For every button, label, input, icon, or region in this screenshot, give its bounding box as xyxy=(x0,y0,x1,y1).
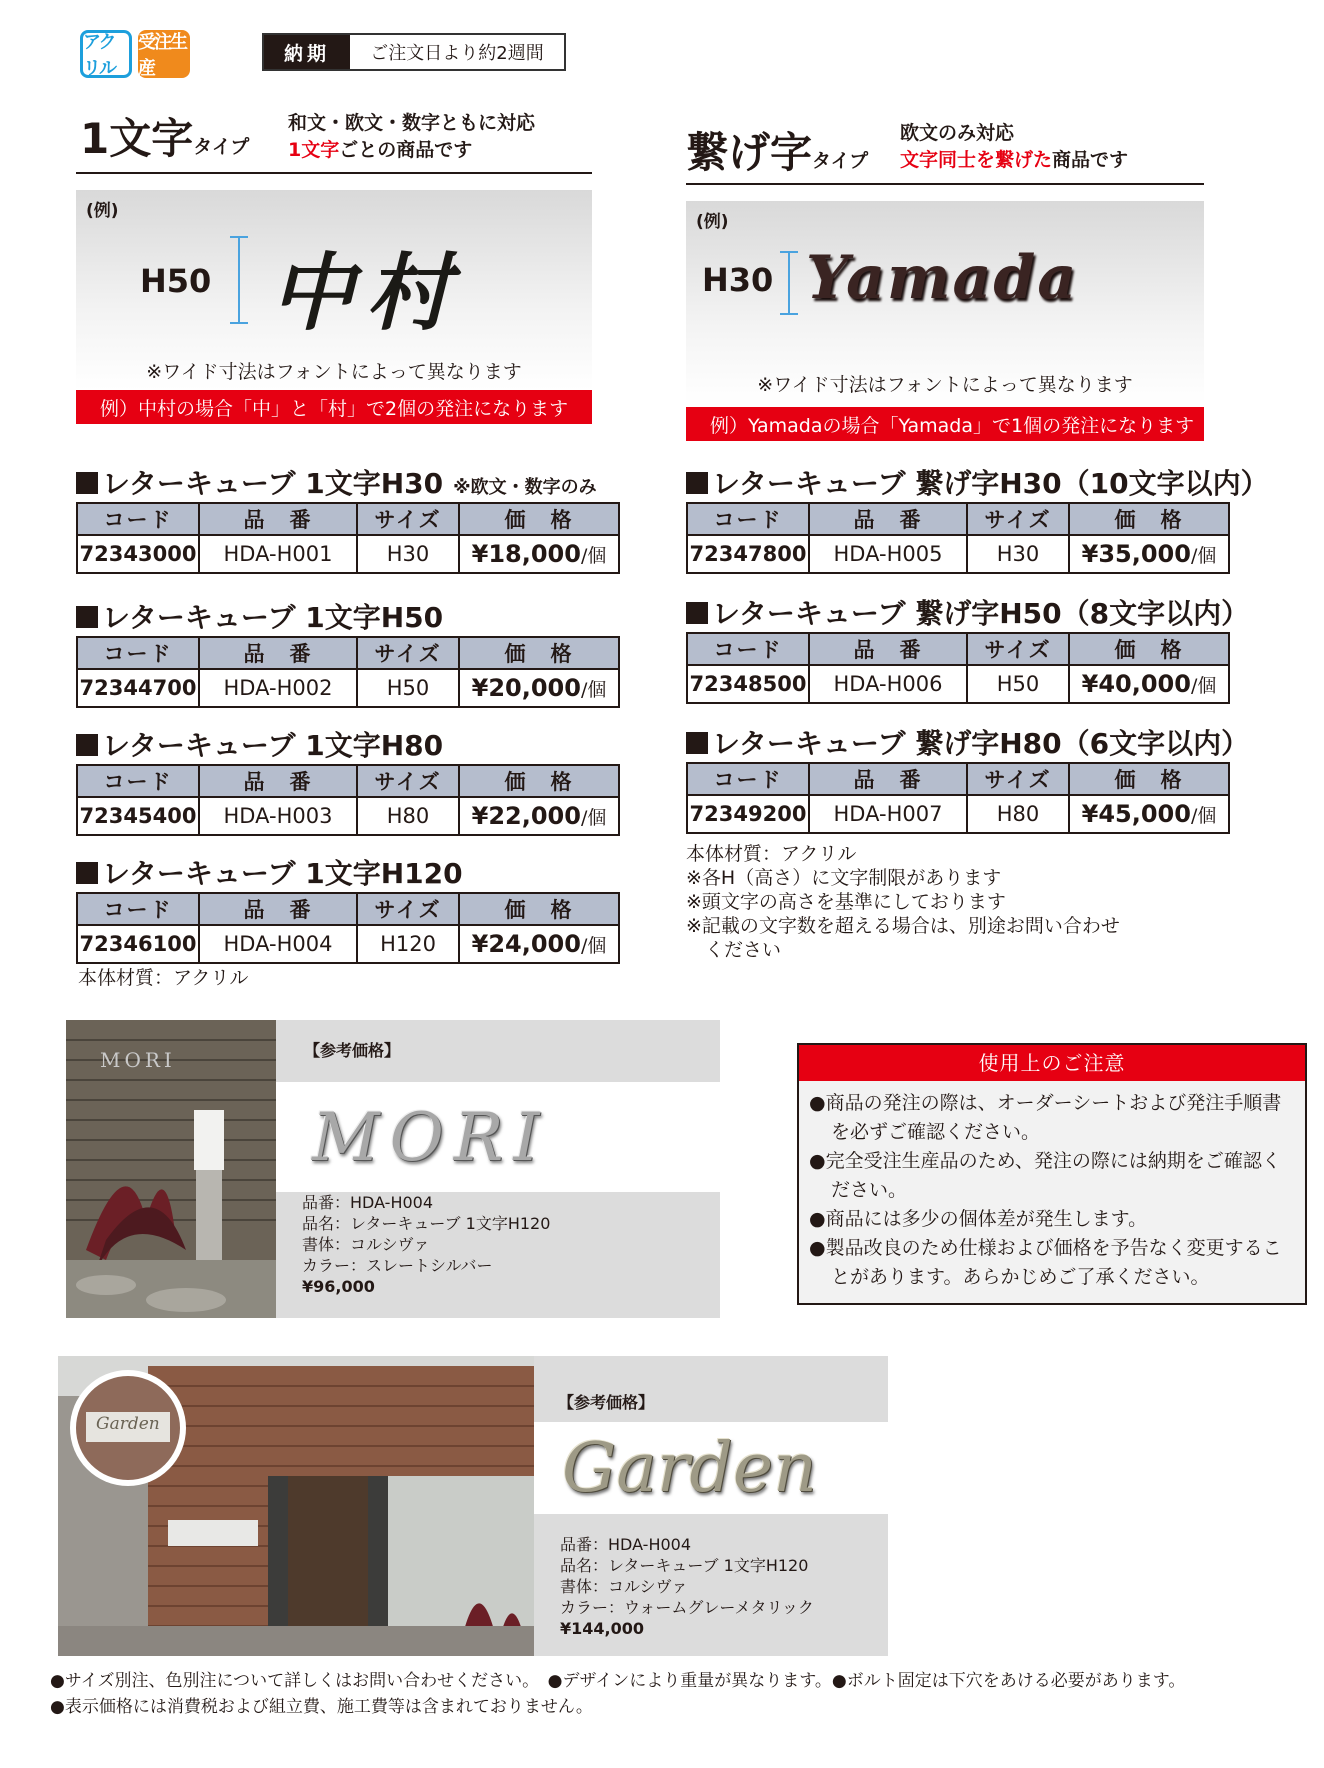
product-table-header-row xyxy=(77,637,619,669)
product-price-cell xyxy=(1069,535,1229,573)
garden-sign-letters: Garden xyxy=(562,1428,817,1508)
square-bullet-icon xyxy=(76,734,98,756)
garden-part-number: 品番：HDA-H004 xyxy=(560,1535,692,1554)
connected-note-line: 本体材質：アクリル xyxy=(686,843,857,865)
product-title-text: レターキューブ 1文字H120 xyxy=(102,857,463,890)
caution-title: 使用上のご注意 xyxy=(799,1045,1305,1081)
header-code: コード xyxy=(687,763,809,795)
connected-example-label: (例) xyxy=(696,212,729,232)
garden-reference-label: 【参考価格】 xyxy=(558,1393,655,1412)
connected-example-panel xyxy=(686,201,1204,403)
garden-specs xyxy=(560,1534,814,1639)
connected-type-divider xyxy=(686,183,1204,185)
product-title xyxy=(686,722,1249,762)
product-price-cell xyxy=(459,669,619,707)
table-row xyxy=(77,925,619,963)
footer-notes xyxy=(50,1668,1185,1720)
product-table-header-row xyxy=(687,763,1229,795)
mori-reference-label: 【参考価格】 xyxy=(304,1041,401,1060)
delivery-value: ご注文日より約2週間 xyxy=(370,43,544,64)
product-code: 72345400 xyxy=(77,797,199,835)
header-part-number: 品 番 xyxy=(809,633,967,665)
caution-item: ● 完全受注生産品のため、発注の際には納期をご確認ください。 xyxy=(809,1147,1297,1205)
product-table xyxy=(686,502,1230,574)
connected-order-example-bar: 例）Yamadaの場合「Yamada」で1個の発注になります xyxy=(686,407,1204,441)
product-code: 72348500 xyxy=(687,665,809,703)
price-unit: /個 xyxy=(580,545,607,567)
price-unit: /個 xyxy=(1190,675,1217,697)
header-size: サイズ xyxy=(967,763,1069,795)
single-type-divider xyxy=(76,172,592,174)
product-title xyxy=(76,852,463,892)
connected-sample-letters: Yamada xyxy=(806,243,1079,313)
mori-product-name: 品名：レターキューブ 1文字H120 xyxy=(302,1214,551,1233)
product-code: 72347800 xyxy=(687,535,809,573)
product-price-cell xyxy=(459,797,619,835)
header-code: コード xyxy=(77,765,199,797)
product-title-text: レターキューブ 1文字H30 xyxy=(102,467,444,500)
product-price: ¥22,000 xyxy=(471,802,581,830)
single-type-desc-rest: ごとの商品です xyxy=(339,139,473,161)
single-material-note: 本体材質：アクリル xyxy=(78,967,249,989)
connected-type-desc-line1: 欧文のみ対応 xyxy=(900,122,1015,144)
single-height-dimension-line xyxy=(238,236,240,324)
header-size: サイズ xyxy=(357,637,459,669)
product-price-cell xyxy=(459,535,619,573)
connected-type-title-main: 繋げ字 xyxy=(686,128,813,177)
price-unit: /個 xyxy=(1190,805,1217,827)
product-part-number: HDA-H004 xyxy=(199,925,357,963)
made-to-order-badge: 受注生産 xyxy=(138,30,190,78)
mori-sign-letters: MORI xyxy=(312,1098,550,1176)
single-type-desc-line1: 和文・欧文・数字ともに対応 xyxy=(288,112,536,134)
header-price: 価 格 xyxy=(459,765,619,797)
product-part-number: HDA-H002 xyxy=(199,669,357,707)
single-type-title-main: 1文字 xyxy=(80,114,194,163)
connected-notes xyxy=(686,842,1120,962)
mori-part-number: 品番：HDA-H004 xyxy=(302,1193,434,1212)
header-size: サイズ xyxy=(357,503,459,535)
product-size: H50 xyxy=(967,665,1069,703)
table-row xyxy=(687,665,1229,703)
header-code: コード xyxy=(77,503,199,535)
product-price: ¥35,000 xyxy=(1081,540,1191,568)
product-size: H50 xyxy=(357,669,459,707)
header-part-number: 品 番 xyxy=(809,763,967,795)
delivery-label: 納期 xyxy=(264,35,350,69)
product-price: ¥24,000 xyxy=(471,930,581,958)
product-table xyxy=(76,764,620,836)
header-code: コード xyxy=(687,503,809,535)
square-bullet-icon xyxy=(76,472,98,494)
product-size: H30 xyxy=(357,535,459,573)
product-title xyxy=(76,462,597,502)
garden-price: ¥144,000 xyxy=(560,1619,645,1638)
product-title xyxy=(76,724,443,764)
product-part-number: HDA-H007 xyxy=(809,795,967,833)
header-price: 価 格 xyxy=(1069,763,1229,795)
product-table-header-row xyxy=(687,633,1229,665)
header-code: コード xyxy=(77,637,199,669)
product-part-number: HDA-H003 xyxy=(199,797,357,835)
caution-list xyxy=(799,1089,1305,1292)
product-part-number: HDA-H005 xyxy=(809,535,967,573)
price-unit: /個 xyxy=(1190,545,1217,567)
product-table xyxy=(76,636,620,708)
header-part-number: 品 番 xyxy=(199,503,357,535)
garden-product-name: 品名：レターキューブ 1文字H120 xyxy=(560,1556,809,1575)
product-table-header-row xyxy=(77,893,619,925)
price-unit: /個 xyxy=(580,807,607,829)
product-price: ¥20,000 xyxy=(471,674,581,702)
connected-note-line: ※各H（高さ）に文字制限があります xyxy=(686,867,1002,889)
caution-item: ● 商品の発注の際は、オーダーシートおよび発注手順書を必ずご確認ください。 xyxy=(809,1089,1297,1147)
product-title-text: レターキューブ 繋げ字H80（6文字以内） xyxy=(712,727,1250,760)
garden-photo-sign: Garden xyxy=(96,1414,160,1434)
product-price-cell xyxy=(459,925,619,963)
single-type-title xyxy=(80,114,250,163)
header-price: 価 格 xyxy=(459,503,619,535)
product-title xyxy=(76,596,443,636)
garden-font: 書体：コルシヴァ xyxy=(560,1577,688,1596)
product-code: 72346100 xyxy=(77,925,199,963)
product-price: ¥40,000 xyxy=(1081,670,1191,698)
reference-garden-panel xyxy=(58,1356,888,1656)
footer-line: ●表示価格には消費税および組立費、施工費等は含まれておりません。 xyxy=(50,1697,593,1717)
connected-type-title xyxy=(686,128,869,177)
product-price-cell xyxy=(1069,795,1229,833)
delivery-info xyxy=(262,33,566,71)
single-example-panel xyxy=(76,190,592,390)
square-bullet-icon xyxy=(76,862,98,884)
product-code: 72349200 xyxy=(687,795,809,833)
product-title-note: ※欧文・数字のみ xyxy=(453,477,597,498)
connected-type-desc xyxy=(900,120,1128,174)
table-row xyxy=(687,795,1229,833)
product-part-number: HDA-H006 xyxy=(809,665,967,703)
mori-color: カラー：スレートシルバー xyxy=(302,1256,493,1275)
product-table xyxy=(76,892,620,964)
product-price-cell xyxy=(1069,665,1229,703)
product-size: H120 xyxy=(357,925,459,963)
single-height-label: H50 xyxy=(140,262,212,300)
single-order-example-bar: 例）中村の場合「中」と「村」で2個の発注になります xyxy=(76,390,592,424)
footer-line: ●サイズ別注、色別注について詳しくはお問い合わせください。 ●デザインにより重量が異なります。●ボルト固定は下穴をあける必要があります。 xyxy=(50,1671,1186,1691)
header-part-number: 品 番 xyxy=(809,503,967,535)
square-bullet-icon xyxy=(76,606,98,628)
product-size: H80 xyxy=(967,795,1069,833)
garden-installation-photo xyxy=(58,1356,534,1656)
single-type-title-suffix: タイプ xyxy=(193,136,250,158)
header-part-number: 品 番 xyxy=(199,637,357,669)
product-title xyxy=(686,592,1249,632)
connected-note-line: ※頭文字の高さを基準にしております xyxy=(686,891,1006,913)
table-row xyxy=(77,669,619,707)
product-title-text: レターキューブ 1文字H50 xyxy=(102,601,444,634)
product-table xyxy=(76,502,620,574)
product-size: H80 xyxy=(357,797,459,835)
connected-note-line: ください xyxy=(686,939,782,961)
header-size: サイズ xyxy=(357,893,459,925)
usage-caution-box xyxy=(797,1043,1307,1305)
single-width-note: ※ワイド寸法はフォントによって異なります xyxy=(146,361,522,383)
table-row xyxy=(77,797,619,835)
header-price: 価 格 xyxy=(1069,633,1229,665)
product-code: 72343000 xyxy=(77,535,199,573)
header-price: 価 格 xyxy=(459,637,619,669)
connected-width-note: ※ワイド寸法はフォントによって異なります xyxy=(757,374,1133,396)
product-title-text: レターキューブ 1文字H80 xyxy=(102,729,444,762)
product-table xyxy=(686,762,1230,834)
connected-note-line: ※記載の文字数を超える場合は、別途お問い合わせ xyxy=(686,915,1120,937)
header-price: 価 格 xyxy=(1069,503,1229,535)
square-bullet-icon xyxy=(686,472,708,494)
header-price: 価 格 xyxy=(459,893,619,925)
caution-item: ● 商品には多少の個体差が発生します。 xyxy=(809,1205,1297,1234)
header-code: コード xyxy=(77,893,199,925)
product-size: H30 xyxy=(967,535,1069,573)
mori-photo-sign: MORI xyxy=(100,1048,176,1072)
header-part-number: 品 番 xyxy=(199,765,357,797)
product-price: ¥45,000 xyxy=(1081,800,1191,828)
garden-sign-display xyxy=(534,1422,888,1514)
mori-sign-display xyxy=(276,1082,720,1192)
header-size: サイズ xyxy=(967,633,1069,665)
connected-type-title-suffix: タイプ xyxy=(812,150,869,172)
table-row xyxy=(77,535,619,573)
product-title xyxy=(686,462,1269,502)
product-part-number: HDA-H001 xyxy=(199,535,357,573)
product-title-text: レターキューブ 繋げ字H50（8文字以内） xyxy=(712,597,1250,630)
price-unit: /個 xyxy=(580,935,607,957)
header-size: サイズ xyxy=(967,503,1069,535)
table-row xyxy=(687,535,1229,573)
price-unit: /個 xyxy=(580,679,607,701)
product-table-header-row xyxy=(687,503,1229,535)
single-type-desc-red: 1文字 xyxy=(288,139,340,161)
product-code: 72344700 xyxy=(77,669,199,707)
square-bullet-icon xyxy=(686,732,708,754)
single-type-desc xyxy=(288,110,535,164)
connected-height-label: H30 xyxy=(702,261,774,299)
reference-mori-panel xyxy=(66,1020,720,1318)
connected-type-desc-red: 文字同士を繋げた xyxy=(900,149,1053,171)
header-size: サイズ xyxy=(357,765,459,797)
garden-color: カラー：ウォームグレーメタリック xyxy=(560,1598,814,1617)
product-table-header-row xyxy=(77,503,619,535)
connected-type-desc-rest: 商品です xyxy=(1052,149,1129,171)
connected-height-dimension-line xyxy=(788,251,790,315)
mori-specs xyxy=(302,1192,550,1297)
single-sample-letters: 中村 xyxy=(270,243,463,342)
product-table-header-row xyxy=(77,765,619,797)
acrylic-badge: アクリル xyxy=(80,30,132,78)
square-bullet-icon xyxy=(686,602,708,624)
single-example-label: (例) xyxy=(86,201,119,221)
product-title-text: レターキューブ 繋げ字H30（10文字以内） xyxy=(712,467,1269,500)
caution-item: ● 製品改良のため仕様および価格を予告なく変更することがあります。あらかじめご了承ください。 xyxy=(809,1234,1297,1292)
header-part-number: 品 番 xyxy=(199,893,357,925)
mori-price: ¥96,000 xyxy=(302,1277,375,1296)
product-table xyxy=(686,632,1230,704)
header-code: コード xyxy=(687,633,809,665)
product-price: ¥18,000 xyxy=(471,540,581,568)
mori-font: 書体：コルシヴァ xyxy=(302,1235,430,1254)
